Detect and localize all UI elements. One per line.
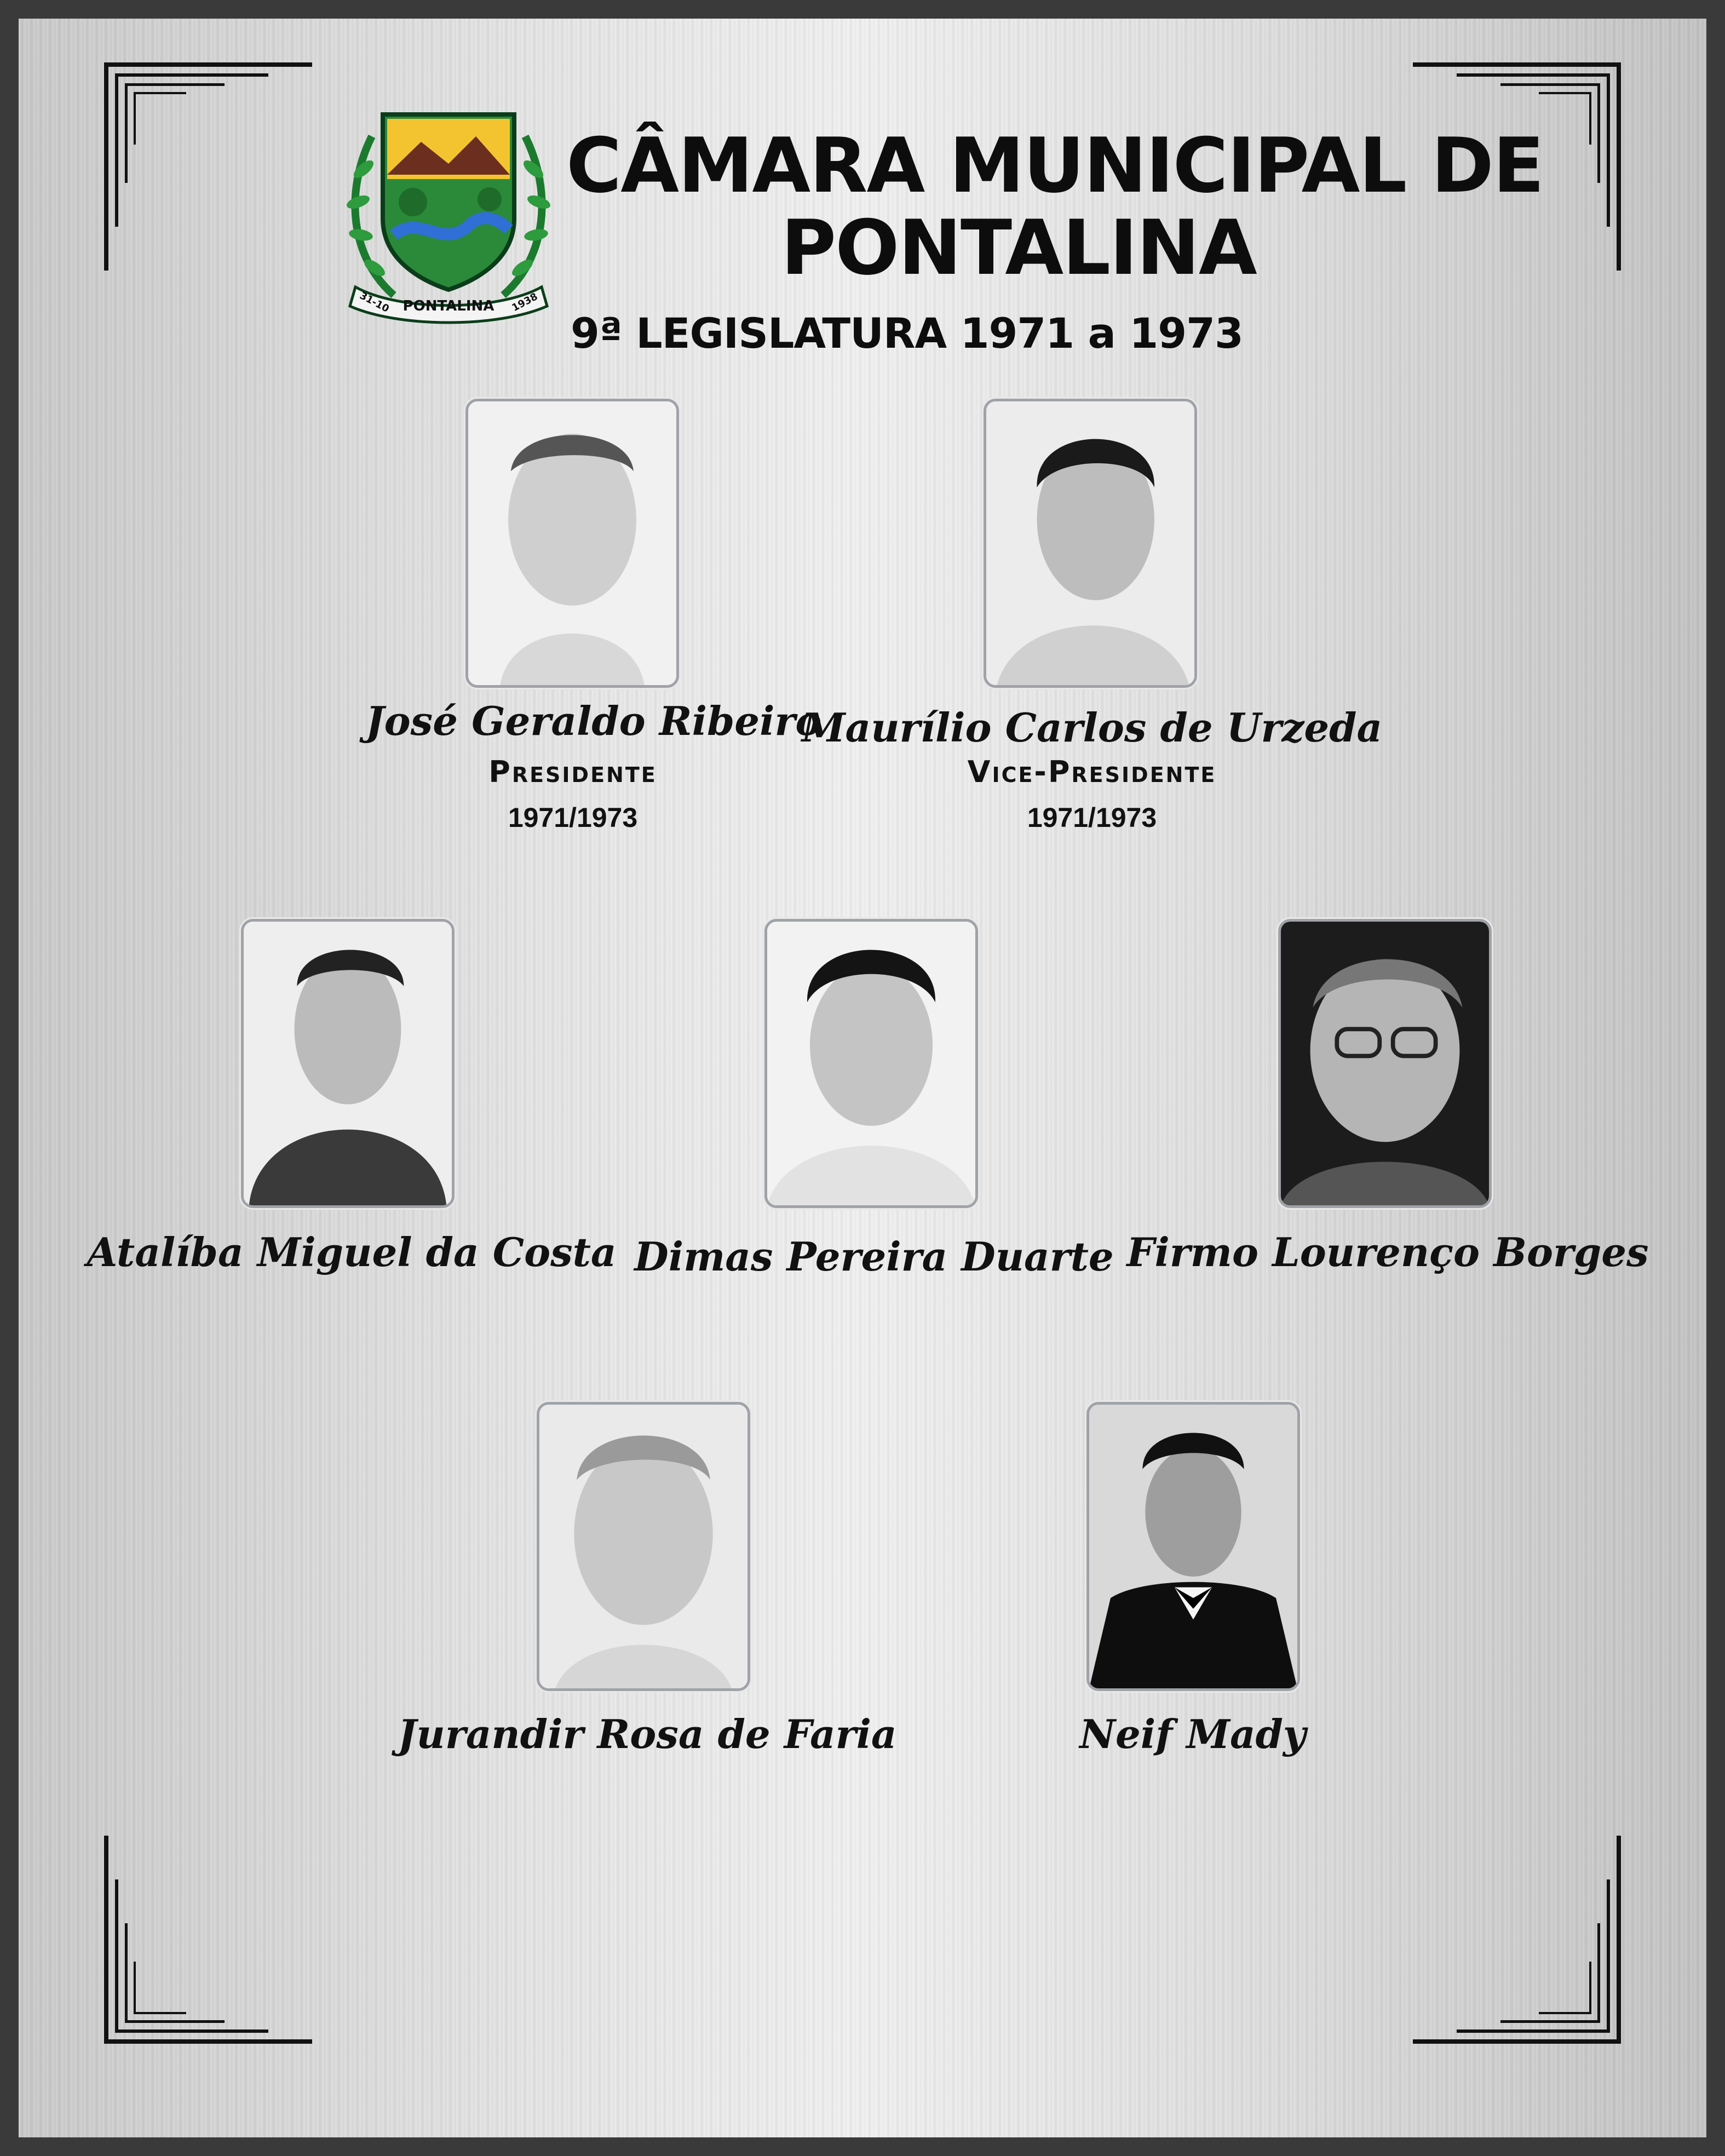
member-photo	[1086, 1402, 1300, 1691]
corner-ornament-top-left	[104, 62, 312, 271]
member-role: Presidente	[488, 755, 657, 789]
member-photo	[764, 919, 978, 1208]
crest-banner-text: PONTALINA	[403, 298, 495, 314]
crest-date-right: 1938	[510, 291, 540, 314]
legislature-subtitle: 9ª LEGISLATURA 1971 a 1973	[571, 309, 1243, 358]
member-photo	[1278, 919, 1492, 1208]
plaque-background	[19, 19, 1706, 2137]
member-name: José Geraldo Ribeiro	[365, 698, 822, 744]
page-title-line2: PONTALINA	[781, 204, 1256, 292]
member-name: Jurandir Rosa de Faria	[398, 1711, 897, 1757]
member-photo	[465, 399, 679, 688]
crest-date-left: 31-10	[358, 290, 391, 315]
member-term: 1971/1973	[1027, 802, 1157, 833]
member-name: Atalíba Miguel da Costa	[87, 1229, 617, 1275]
member-photo	[537, 1402, 750, 1691]
member-name: Firmo Lourenço Borges	[1126, 1229, 1649, 1275]
corner-ornament-bottom-right	[1413, 1836, 1621, 2044]
member-photo	[241, 919, 455, 1208]
member-name: Dimas Pereira Duarte	[634, 1233, 1114, 1280]
member-role: Vice-Presidente	[967, 755, 1217, 789]
municipal-crest-logo	[334, 93, 564, 328]
member-name: Maurílio Carlos de Urzeda	[801, 704, 1383, 751]
member-photo	[984, 399, 1197, 688]
page-title-line1: CÂMARA MUNICIPAL DE	[566, 122, 1544, 210]
member-name: Neif Mady	[1079, 1711, 1306, 1757]
member-term: 1971/1973	[508, 802, 638, 833]
corner-ornament-bottom-left	[104, 1836, 312, 2044]
